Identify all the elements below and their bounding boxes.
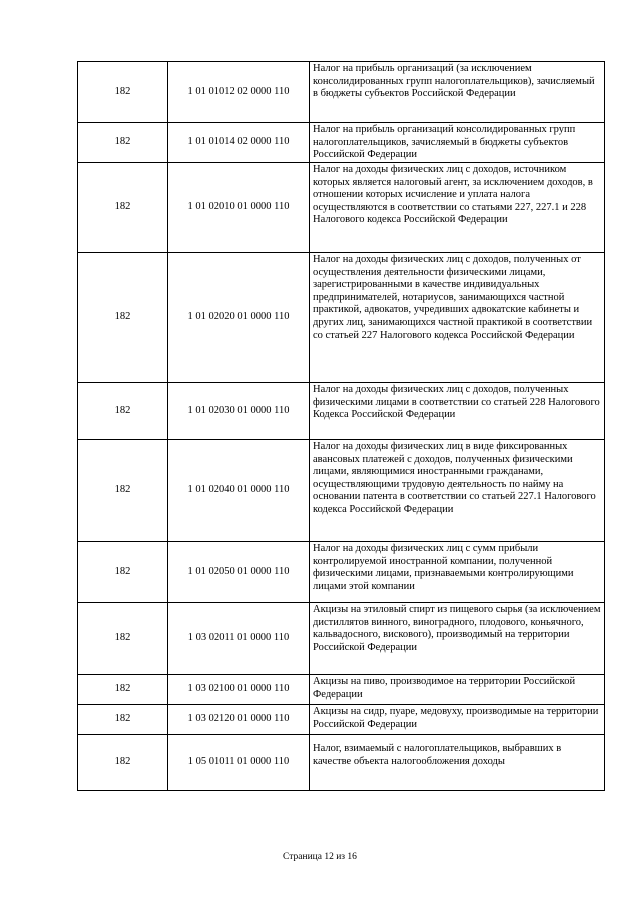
table-row xyxy=(78,253,605,383)
table-row xyxy=(78,62,605,123)
kbk-code-cell: 1 01 02020 01 0000 110 xyxy=(168,253,310,383)
table-row xyxy=(78,705,605,735)
kbk-code-cell: 1 05 01011 01 0000 110 xyxy=(168,735,310,791)
revenue-name-cell: Акцизы на этиловый спирт из пищевого сырья (за исключением дистиллятов винного, виноградного, плодового, коньячного, кальвадосного, вискового), производимый на территории Российской Федерации xyxy=(310,603,605,675)
kbk-code-cell: 1 01 02030 01 0000 110 xyxy=(168,383,310,440)
kbk-code-cell: 1 01 02010 01 0000 110 xyxy=(168,163,310,253)
revenue-name-cell: Налог на прибыль организаций (за исключением консолидированных групп налогоплательщиков), зачисляемый в бюджеты субъектов Российской Федерации xyxy=(310,62,605,123)
admin-code-cell: 182 xyxy=(78,253,168,383)
table-row xyxy=(78,163,605,253)
admin-code-cell: 182 xyxy=(78,603,168,675)
table-row xyxy=(78,735,605,791)
kbk-code-cell: 1 01 01012 02 0000 110 xyxy=(168,62,310,123)
admin-code-cell: 182 xyxy=(78,163,168,253)
table-row xyxy=(78,675,605,705)
admin-code-cell: 182 xyxy=(78,542,168,603)
kbk-code-cell: 1 01 02050 01 0000 110 xyxy=(168,542,310,603)
admin-code-cell: 182 xyxy=(78,675,168,705)
admin-code-cell: 182 xyxy=(78,735,168,791)
table-row xyxy=(78,440,605,542)
revenue-name-cell: Налог, взимаемый с налогоплательщиков, выбравших в качестве объекта налогообложения доходы xyxy=(310,735,605,791)
table-row xyxy=(78,603,605,675)
budget-codes-table xyxy=(77,61,605,791)
revenue-name-cell: Налог на доходы физических лиц с доходов, полученных физическими лицами в соответствии со статьей 228 Налогового Кодекса Российской Федерации xyxy=(310,383,605,440)
revenue-name-cell: Налог на прибыль организаций консолидированных групп налогоплательщиков, зачисляемый в бюджеты субъектов Российской Федерации xyxy=(310,123,605,163)
revenue-name-cell: Налог на доходы физических лиц с доходов, полученных от осуществления деятельности физическими лицами, зарегистрированными в качестве индивидуальных предпринимателей, нотариусов, занимающихся частной практикой, адвокатов, учредивших адвокатские кабинеты и других лиц, занимающихся частной практикой в соответствии со статьей 227 Налогового кодекса Российской Федерации xyxy=(310,253,605,383)
page-number: Страница 12 из 16 xyxy=(283,852,357,862)
kbk-code-cell: 1 03 02100 01 0000 110 xyxy=(168,675,310,705)
kbk-code-cell: 1 01 01014 02 0000 110 xyxy=(168,123,310,163)
revenue-name-cell: Налог на доходы физических лиц в виде фиксированных авансовых платежей с доходов, полученных физическими лицами, являющимися иностранными гражданами, осуществляющими трудовую деятельность по найму на основании патента в соответствии со статьей 227.1 Налогового кодекса Российской Федерации xyxy=(310,440,605,542)
admin-code-cell: 182 xyxy=(78,705,168,735)
kbk-code-cell: 1 03 02120 01 0000 110 xyxy=(168,705,310,735)
admin-code-cell: 182 xyxy=(78,123,168,163)
table-row xyxy=(78,542,605,603)
revenue-name-cell: Акцизы на пиво, производимое на территории Российской Федерации xyxy=(310,675,605,705)
admin-code-cell: 182 xyxy=(78,383,168,440)
kbk-code-cell: 1 03 02011 01 0000 110 xyxy=(168,603,310,675)
table-row xyxy=(78,123,605,163)
admin-code-cell: 182 xyxy=(78,440,168,542)
admin-code-cell: 182 xyxy=(78,62,168,123)
revenue-name-cell: Акцизы на сидр, пуаре, медовуху, производимые на территории Российской Федерации xyxy=(310,705,605,735)
kbk-code-cell: 1 01 02040 01 0000 110 xyxy=(168,440,310,542)
revenue-name-cell: Налог на доходы физических лиц с сумм прибыли контролируемой иностранной компании, полученной физическими лицами, признаваемыми контролирующими лицами этой компании xyxy=(310,542,605,603)
table-row xyxy=(78,383,605,440)
revenue-name-cell: Налог на доходы физических лиц с доходов, источником которых является налоговый агент, за исключением доходов, в отношении которых исчисление и уплата налога осуществляются в соответствии со статьями 227, 227.1 и 228 Налогового кодекса Российской Федерации xyxy=(310,163,605,253)
